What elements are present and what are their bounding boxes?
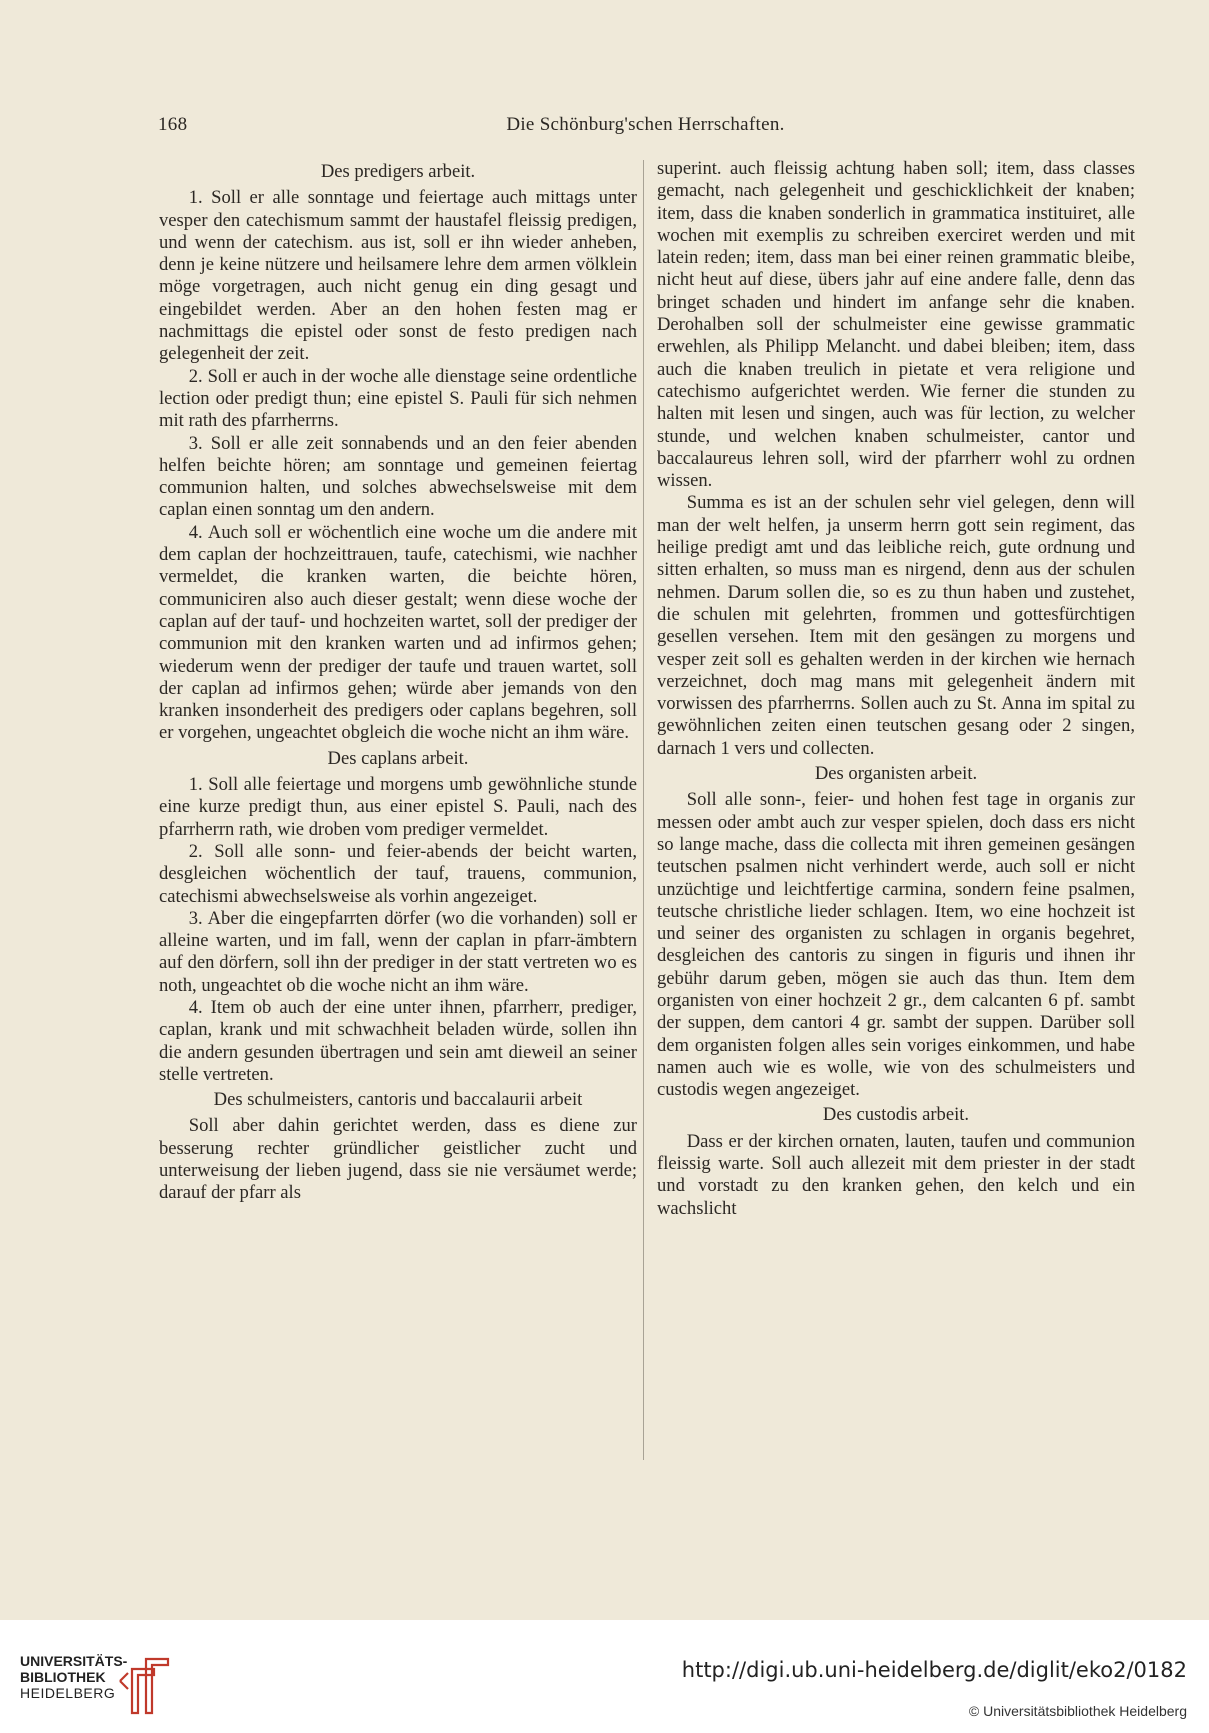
paragraph: 2. Soll er auch in der woche alle dienstage seine ordentliche lection oder predigt thun; eine epistel S. Pauli für sich nehmen mit rath des pfarrherrns. [159,365,637,432]
paragraph: Summa es ist an der schulen sehr viel gelegen, denn will man der welt helfen, ja unserm herrn gott sein regiment, das heilige predigt amt und das leibliche reich, gute ordnung und sitten erhalten, so muss man es nirgend, denn aus der schulen nehmen. Darum sollen die, so es zu thun haben und zustehet, die schulen mit gelehrten, frommen und gottesfürchtigen gesellen versehen. Item mit den gesängen zu morgens und vesper zeit soll es gehalten werden in der kirchen wie hernach verzeichnet, doch mag mans mit gelegenheit ändern mit vorwissen des pfarrherrns. Sollen auch zu St. Anna im spital zu gewöhnlichen zeiten einen teutschen gesang oder 2 singen, darnach 1 vers und collecten. [657,492,1135,759]
section-heading-prediger: Des predigers arbeit. [320,161,476,182]
paragraph: 4. Auch soll er wöchentlich eine woche um die andere mit dem caplan der hochzeittrauen, taufe, catechismi, wie nachher vermeldet, die kranken warten, die beichte hören, communiciren also auch dieser gestalt; wenn diese woche der caplan auf der tauf- und hochzeiten wartet, soll der prediger der communion mit den kranken warten und ad infirmos gehen; wiederum wenn der prediger der taufe und trauen wartet, soll der caplan ad infirmos gehen; würde aber jemands von den kranken insonderheit des predigers oder caplans begehren, soll er vorgehen, ungeachtet obgleich die woche nicht an ihm wäre. [159,521,637,744]
permalink-url[interactable]: http://digi.ub.uni-heidelberg.de/diglit/eko2/0182 [681,1658,1187,1682]
paragraph: Dass er der kirchen ornaten, lauten, taufen und communion fleissig warte. Soll auch allezeit mit dem priester in der stadt und vorstadt zu den kranken gehen, den kelch und ein wachslicht [657,1130,1135,1219]
paragraph: 1. Soll er alle sonntage und feiertage auch mittags unter vesper den catechismum sammt der haustafel fleissig predigen, und wenn der catechism. aus ist, soll er ihn wieder anheben, denn je keine nützere und heilsamere lehre dem armen völklein möge vorgetragen, auch nicht genug ein ding gesagt und eingebildet werden. Aber an den hohen festen mag er nachmittags die epistel oder sonst de festo predigen nach gelegenheit der zeit. [159,187,637,365]
page-header [158,114,1133,142]
library-logo-text[interactable] [20,1653,127,1701]
right-column [657,158,1135,1220]
library-logo-icon[interactable] [118,1655,172,1717]
paragraph: 3. Aber die eingepfarrten dörfer (wo die vorhanden) soll er alleine warten, und im fall, wenn der caplan in pfarr-ämbtern auf den dörfern, soll ihn der prediger in der statt vertreten wo es noth, ungeachtet ob die woche nicht an ihm wäre. [159,907,637,996]
paragraph: 3. Soll er alle zeit sonnabends und an den feier abenden helfen beichte hören; am sonntage und gemeinen feiertag communion halten, und solches abwechselsweise mit dem caplan einen sonntag um den andern. [159,432,637,521]
paragraph: superint. auch fleissig achtung haben soll; item, dass classes gemacht, nach gelegenheit und geschicklichkeit der knaben; item, dass die knaben sonderlich in grammatica instituiret, alle wochen mit exemplis zu schreiben exerciret werden und mit latein reden; item, dass man bei einer reinen grammatic bleibe, nicht heut auf diese, übers jahr auf eine andere falle, denn das bringet schaden und hindert im anfange sehr die knaben. Derohalben soll der schulmeister eine gewisse grammatic erwehlen, als Philipp Melancht. und dabei bleiben; item, dass auch die knaben treulich in pietate et vera religione und catechismo aufgerichtet werden. Wie ferner die stunden zu halten mit lesen und singen, auch was für lection, zu welcher stunde, und welchen knaben schulmeister, cantor und baccalaureus lehren soll, wird der pfarrherr wohl zu ordnen wissen. [657,158,1135,492]
paragraph: Soll aber dahin gerichtet werden, dass es diene zur besserung rechter gründlicher geistlicher zucht und unterweisung der lieben jugend, dass sie nie versäumet werde; darauf der pfarr als [159,1115,637,1204]
section-heading-schulmeister: Des schulmeisters, cantoris und baccalaurii arbeit [213,1089,583,1111]
section-heading-caplan: Des caplans arbeit. [327,747,469,769]
logo-line: UNIVERSITÄTS- [20,1653,128,1669]
copyright-notice: © Universitätsbibliothek Heidelberg [968,1703,1187,1719]
section-heading-organist: Des organisten arbeit. [814,763,978,785]
paragraph: 2. Soll alle sonn- und feier-abends der beicht warten, desgleichen wöchentlich der tauf, trauens, communion, catechismi abwechselsweise als vorhin angezeiget. [159,840,637,907]
left-column [159,158,637,1205]
page-number: 168 [158,114,188,135]
paragraph: Soll alle sonn-, feier- und hohen fest tage in organis zur messen oder ambt auch zur vesper spielen, doch dass ers nicht so lange mache, dass die collecta mit ihren gemeinen gesängen teutschen psalmen nicht verhindert werde, auch soll er nicht unzüchtige und leichtfertige carmina, sondern feine psalmen, teutsche christliche lieder schlagen. Item, wo eine hochzeit ist und seiner des organisten zu schlagen in organis begehret, desgleichen des cantoris zu singen in figuris und ihnen ihr gebühr darum geben, mögen sie auch das thun. Item dem organisten von einer hochzeit 2 gr., dem calcanten 6 pf. sambt der suppen, dem cantori 4 gr. sambt der suppen. Darüber soll dem organisten folgen alles sein voriges einkommen, und habe namen auch wie es wolle, wie von des schulmeisters und custodis wegen angezeiget. [657,789,1135,1101]
section-heading-custos: Des custodis arbeit. [822,1104,970,1126]
running-title: Die Schönburg'schen Herrschaften. [506,114,785,135]
logo-line: HEIDELBERG [20,1685,116,1701]
paragraph: 4. Item ob auch der eine unter ihnen, pfarrherr, prediger, caplan, krank und mit schwachheit beladen würde, sollen ihn die andern gesunden übertragen und sein amt dieweil an seiner stelle vertreten. [159,996,637,1085]
paragraph: 1. Soll alle feiertage und morgens umb gewöhnliche stunde eine kurze predigt thun, aus einer epistel S. Pauli, nach des pfarrherrn rath, wie droben vom prediger vermeldet. [159,774,637,840]
logo-line: BIBLIOTHEK [20,1669,106,1685]
column-divider [643,160,644,1460]
